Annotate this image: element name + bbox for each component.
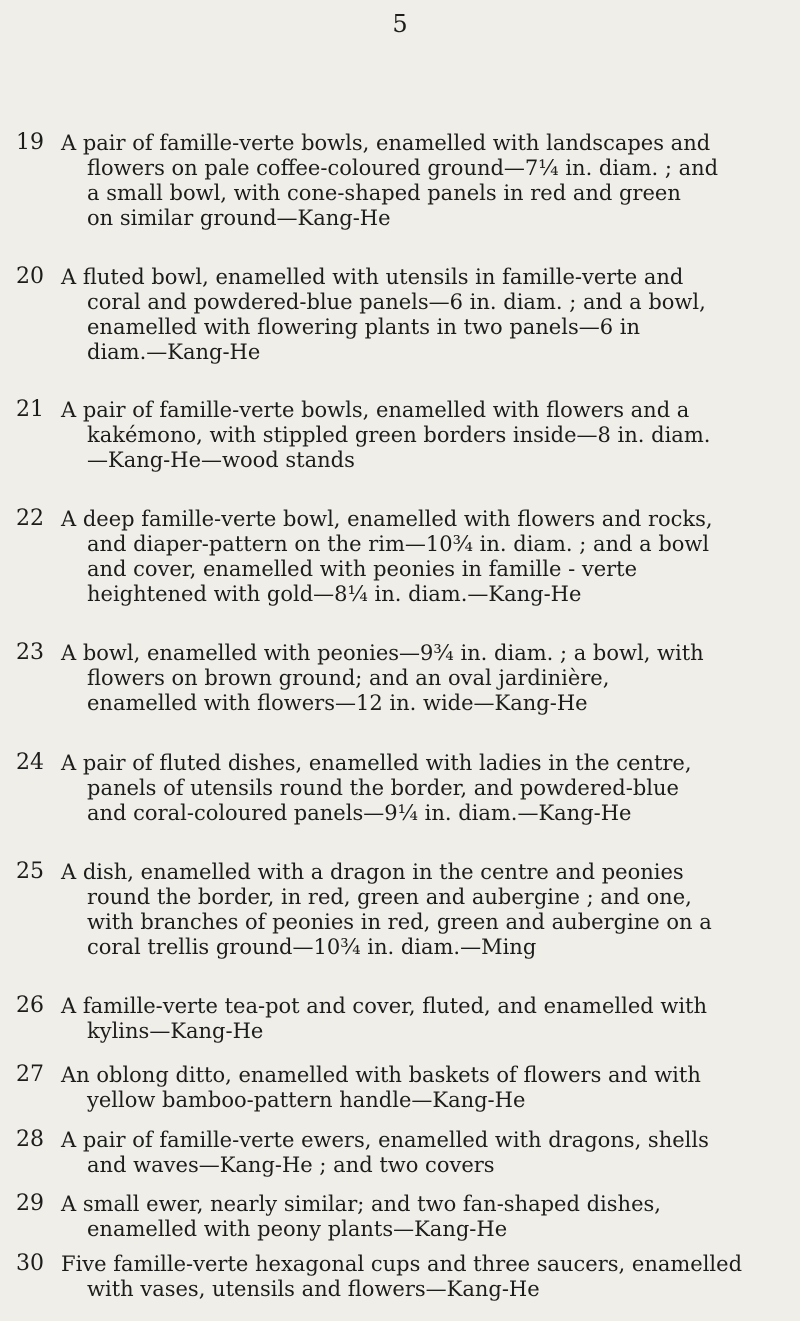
lot-description xyxy=(61,1192,789,1242)
lot-line: and coral-coloured panels—9¼ in. diam.—Kang-He xyxy=(87,801,632,825)
lot-line: An oblong ditto, enamelled with baskets of flowers and with xyxy=(61,1063,701,1087)
lot-number: 23 xyxy=(16,640,44,665)
lot-number: 20 xyxy=(16,264,44,289)
lot-description xyxy=(61,751,789,826)
lot-description xyxy=(61,1128,789,1178)
lot-line: enamelled with peony plants—Kang-He xyxy=(87,1217,508,1241)
lot-line: A pair of famille-verte bowls, enamelled with flowers and a xyxy=(61,398,690,422)
lot-line: and cover, enamelled with peonies in famille - verte xyxy=(87,557,638,581)
lot-description xyxy=(61,265,789,365)
lot-line: on similar ground—Kang-He xyxy=(87,206,391,230)
lot-number: 27 xyxy=(16,1062,44,1087)
lot-line: panels of utensils round the border, and powdered-blue xyxy=(87,776,679,800)
lot-number: 22 xyxy=(16,506,44,531)
page-number: 5 xyxy=(392,10,408,38)
lot-line: flowers on brown ground; and an oval jardinière, xyxy=(87,666,610,690)
lot-number: 19 xyxy=(16,130,44,155)
lot-description xyxy=(61,398,789,473)
lot-line: A fluted bowl, enamelled with utensils in famille-verte and xyxy=(61,265,684,289)
lot-line: diam.—Kang-He xyxy=(87,340,261,364)
lot-number: 26 xyxy=(16,993,44,1018)
lot-number: 21 xyxy=(16,397,44,422)
lot-line: A bowl, enamelled with peonies—9¾ in. diam. ; a bowl, with xyxy=(61,641,704,665)
lot-line: a small bowl, with cone-shaped panels in red and green xyxy=(87,181,681,205)
lot-line: A pair of fluted dishes, enamelled with ladies in the centre, xyxy=(61,751,692,775)
lot-line: and waves—Kang-He ; and two covers xyxy=(87,1153,495,1177)
lot-description xyxy=(61,131,789,231)
lot-description xyxy=(61,641,789,716)
lot-number: 25 xyxy=(16,859,44,884)
lot-description xyxy=(61,1252,789,1302)
lot-description xyxy=(61,507,789,607)
lot-line: coral and powdered-blue panels—6 in. diam. ; and a bowl, xyxy=(87,290,706,314)
lot-line: A dish, enamelled with a dragon in the centre and peonies xyxy=(61,860,684,884)
lot-description xyxy=(61,860,789,960)
lot-description xyxy=(61,994,789,1044)
lot-line: with vases, utensils and flowers—Kang-He xyxy=(87,1277,540,1301)
lot-number: 28 xyxy=(16,1127,44,1152)
lot-line: A famille-verte tea-pot and cover, fluted, and enamelled with xyxy=(61,994,708,1018)
lot-line: A pair of famille-verte ewers, enamelled with dragons, shells xyxy=(61,1128,709,1152)
lot-number: 30 xyxy=(16,1251,44,1276)
lot-line: —Kang-He—wood stands xyxy=(87,448,355,472)
lot-line: enamelled with flowers—12 in. wide—Kang-He xyxy=(87,691,588,715)
lot-line: round the border, in red, green and aubergine ; and one, xyxy=(87,885,692,909)
lot-description xyxy=(61,1063,789,1113)
lot-line: coral trellis ground—10¾ in. diam.—Ming xyxy=(87,935,537,959)
lot-number: 29 xyxy=(16,1191,44,1216)
lot-line: Five famille-verte hexagonal cups and three saucers, enamelled xyxy=(61,1252,743,1276)
lot-line: kylins—Kang-He xyxy=(87,1019,264,1043)
lot-line: A deep famille-verte bowl, enamelled with flowers and rocks, xyxy=(61,507,713,531)
lot-line: enamelled with flowering plants in two panels—6 in xyxy=(87,315,641,339)
lot-line: heightened with gold—8¼ in. diam.—Kang-He xyxy=(87,582,582,606)
lot-line: A pair of famille-verte bowls, enamelled with landscapes and xyxy=(61,131,711,155)
lot-line: flowers on pale coffee-coloured ground—7¼ in. diam. ; and xyxy=(87,156,719,180)
lot-line: kakémono, with stippled green borders inside—8 in. diam. xyxy=(87,423,711,447)
lot-line: with branches of peonies in red, green and aubergine on a xyxy=(87,910,712,934)
lot-line: and diaper-pattern on the rim—10¾ in. diam. ; and a bowl xyxy=(87,532,710,556)
lot-number: 24 xyxy=(16,750,44,775)
lot-line: yellow bamboo-pattern handle—Kang-He xyxy=(87,1088,526,1112)
lot-line: A small ewer, nearly similar; and two fan-shaped dishes, xyxy=(61,1192,661,1216)
